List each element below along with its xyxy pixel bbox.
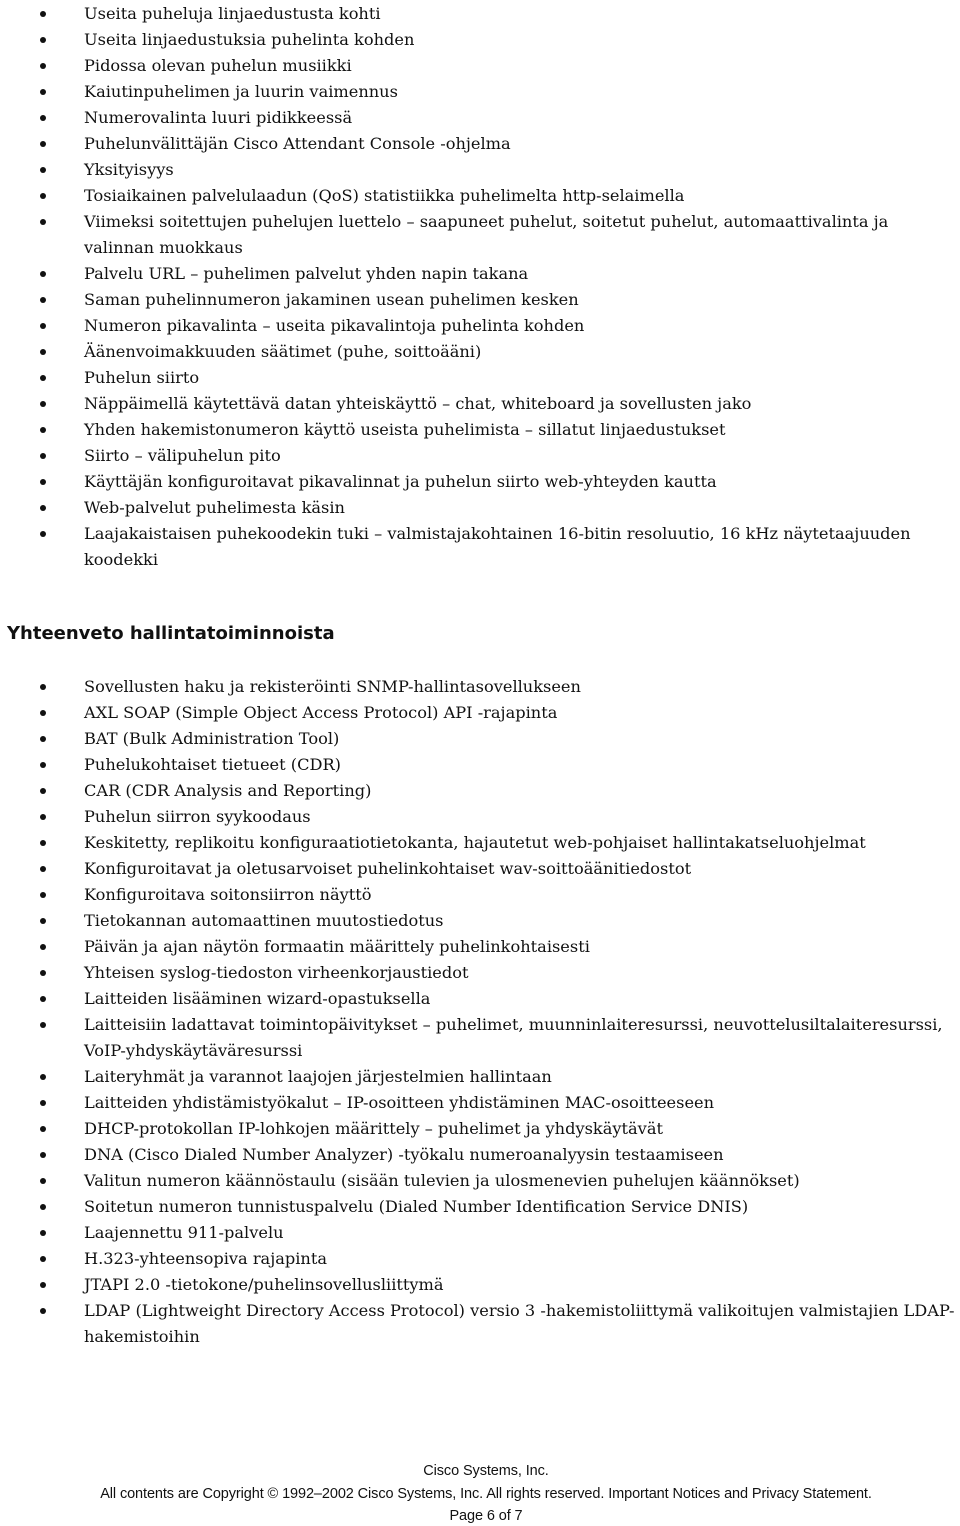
list-item-text: DNA (Cisco Dialed Number Analyzer) -työkalu numeroanalyysin testaamiseen: [84, 1145, 724, 1164]
list-item-text: Saman puhelinnumeron jakaminen usean puhelimen kesken: [84, 290, 579, 309]
list-item-text: Siirto – välipuhelun pito: [84, 446, 281, 465]
list-item: [0, 1220, 960, 1246]
list-item: [0, 53, 960, 79]
list-item-text: Puhelun siirto: [84, 368, 200, 387]
bullet-icon: [40, 788, 46, 794]
list-item: [0, 1298, 960, 1350]
list-item-text: Näppäimellä käytettävä datan yhteiskäyttö – chat, whiteboard ja sovellusten jako: [84, 394, 752, 413]
list-item-text: Konfiguroitava soitonsiirron näyttö: [84, 885, 372, 904]
bullet-icon: [40, 505, 46, 511]
list-item-text: Päivän ja ajan näytön formaatin määrittely puhelinkohtaisesti: [84, 937, 590, 956]
list-item-text: DHCP-protokollan IP-lohkojen määrittely – puhelimet ja yhdyskäytävät: [84, 1119, 663, 1138]
list-item: [0, 391, 960, 417]
list-item: [0, 1090, 960, 1116]
list-item-text: Sovellusten haku ja rekisteröinti SNMP-hallintasovellukseen: [84, 677, 581, 696]
list-item: [0, 495, 960, 521]
bullet-icon: [40, 479, 46, 485]
list-item: [0, 1272, 960, 1298]
list-item: [0, 521, 960, 573]
list-item: [0, 1194, 960, 1220]
list-item-text: Yksityisyys: [84, 160, 174, 179]
list-item: [0, 700, 960, 726]
bullet-icon: [40, 684, 46, 690]
bullet-icon: [40, 944, 46, 950]
bullet-icon: [40, 531, 46, 537]
list-item-text: Konfiguroitavat ja oletusarvoiset puhelinkohtaiset wav-soittoäänitiedostot: [84, 859, 692, 878]
list-item: [0, 726, 960, 752]
list-item-text: Puhelunvälittäjän Cisco Attendant Console -ohjelma: [84, 134, 511, 153]
bullet-icon: [40, 866, 46, 872]
list-item: [0, 1064, 960, 1090]
bullet-icon: [40, 63, 46, 69]
bullet-icon: [40, 1204, 46, 1210]
list-item: [0, 882, 960, 908]
list-item: [0, 209, 960, 261]
list-item-text: Soitetun numeron tunnistuspalvelu (Dialed Number Identification Service DNIS): [84, 1197, 749, 1216]
list-item: [0, 131, 960, 157]
list-item: [0, 1, 960, 27]
list-item: [0, 469, 960, 495]
list-item-text: Yhden hakemistonumeron käyttö useista puhelimista – sillatut linjaedustukset: [84, 420, 726, 439]
list-item-text: Numerovalinta luuri pidikkeessä: [84, 108, 353, 127]
bullet-icon: [40, 141, 46, 147]
list-item: [0, 365, 960, 391]
list-item: [0, 856, 960, 882]
bullet-icon: [40, 89, 46, 95]
list-item: [0, 830, 960, 856]
list-item-text: Kaiutinpuhelimen ja luurin vaimennus: [84, 82, 398, 101]
list-item: [0, 27, 960, 53]
list-item: [0, 960, 960, 986]
bullet-icon: [40, 892, 46, 898]
bullet-icon: [40, 814, 46, 820]
footer-company: Cisco Systems, Inc.: [423, 1463, 549, 1479]
bullet-icon: [40, 167, 46, 173]
bullet-icon: [40, 710, 46, 716]
list-item-text: Useita puheluja linjaedustusta kohti: [84, 4, 381, 23]
list-item-text: Keskitetty, replikoitu konfiguraatiotietokanta, hajautetut web-pohjaiset hallintakatseluohjelmat: [84, 833, 866, 852]
list-item-text: CAR (CDR Analysis and Reporting): [84, 781, 372, 800]
bullet-icon: [40, 271, 46, 277]
list-item-text: Laajakaistaisen puhekoodekin tuki – valmistajakohtainen 16-bitin resoluutio, 16 kHz näytetaajuuden koodekki: [84, 524, 911, 569]
list-item: [0, 1142, 960, 1168]
list-item-text: Puhelun siirron syykoodaus: [84, 807, 311, 826]
list-item-text: Yhteisen syslog-tiedoston virheenkorjaustiedot: [84, 963, 469, 982]
list-item-text: Laiteryhmät ja varannot laajojen järjestelmien hallintaan: [84, 1067, 552, 1086]
list-item: [0, 261, 960, 287]
list-item: [0, 934, 960, 960]
list-item: [0, 1012, 960, 1064]
list-item: [0, 183, 960, 209]
list-item-text: BAT (Bulk Administration Tool): [84, 729, 340, 748]
list-item-text: Laitteiden yhdistämistyökalut – IP-osoitteen yhdistäminen MAC-osoitteeseen: [84, 1093, 715, 1112]
bullet-icon: [40, 1152, 46, 1158]
list-item-text: Valitun numeron käännöstaulu (sisään tulevien ja ulosmenevien puhelujen käännökset): [84, 1171, 800, 1190]
bullet-icon: [40, 11, 46, 17]
list-item: [0, 79, 960, 105]
list-item-text: Tosiaikainen palvelulaadun (QoS) statistiikka puhelimelta http-selaimella: [84, 186, 685, 205]
bullet-icon: [40, 219, 46, 225]
bullet-icon: [40, 453, 46, 459]
list-item-text: Palvelu URL – puhelimen palvelut yhden napin takana: [84, 264, 529, 283]
feature-list: [0, 1, 960, 573]
list-item-text: JTAPI 2.0 -tietokone/puhelinsovellusliittymä: [84, 1275, 444, 1294]
list-item-text: Puhelukohtaiset tietueet (CDR): [84, 755, 341, 774]
list-item-text: Käyttäjän konfiguroitavat pikavalinnat ja puhelun siirto web-yhteyden kautta: [84, 472, 717, 491]
list-item-text: Tietokannan automaattinen muutostiedotus: [84, 911, 444, 930]
list-item: [0, 1168, 960, 1194]
bullet-icon: [40, 1178, 46, 1184]
bullet-icon: [40, 736, 46, 742]
bullet-icon: [40, 1022, 46, 1028]
list-item: [0, 674, 960, 700]
bullet-icon: [40, 323, 46, 329]
bullet-icon: [40, 349, 46, 355]
bullet-icon: [40, 1282, 46, 1288]
list-item-text: LDAP (Lightweight Directory Access Protocol) versio 3 -hakemistoliittymä valikoitujen valmistajien LDAP-hakemistoihin: [84, 1301, 955, 1346]
bullet-icon: [40, 762, 46, 768]
list-item: [0, 105, 960, 131]
list-item-text: Web-palvelut puhelimesta käsin: [84, 498, 345, 517]
list-item-text: Laajennettu 911-palvelu: [84, 1223, 284, 1242]
bullet-icon: [40, 297, 46, 303]
list-item: [0, 1116, 960, 1142]
bullet-icon: [40, 840, 46, 846]
list-item: [0, 752, 960, 778]
bullet-icon: [40, 1100, 46, 1106]
list-item: [0, 339, 960, 365]
section-heading: Yhteenveto hallintatoiminnoista: [7, 623, 335, 644]
bullet-icon: [40, 1256, 46, 1262]
bullet-icon: [40, 996, 46, 1002]
bullet-icon: [40, 115, 46, 121]
bullet-icon: [40, 1230, 46, 1236]
list-item: [0, 1246, 960, 1272]
bullet-icon: [40, 1074, 46, 1080]
bullet-icon: [40, 970, 46, 976]
list-item-text: Laitteiden lisääminen wizard-opastuksella: [84, 989, 431, 1008]
bullet-icon: [40, 37, 46, 43]
list-item-text: Useita linjaedustuksia puhelinta kohden: [84, 30, 415, 49]
bullet-icon: [40, 401, 46, 407]
list-item: [0, 157, 960, 183]
list-item-text: Viimeksi soitettujen puhelujen luettelo – saapuneet puhelut, soitetut puhelut, automaattivalinta ja valinnan muokkaus: [84, 212, 889, 257]
footer-copyright: All contents are Copyright © 1992–2002 Cisco Systems, Inc. All rights reserved. Important Notices and Privacy Statement.: [100, 1486, 872, 1502]
list-item-text: Numeron pikavalinta – useita pikavalintoja puhelinta kohden: [84, 316, 585, 335]
list-item-text: Pidossa olevan puhelun musiikki: [84, 56, 352, 75]
bullet-icon: [40, 1308, 46, 1314]
list-item: [0, 986, 960, 1012]
bullet-icon: [40, 375, 46, 381]
list-item: [0, 908, 960, 934]
bullet-icon: [40, 918, 46, 924]
list-item-text: H.323-yhteensopiva rajapinta: [84, 1249, 328, 1268]
list-item: [0, 313, 960, 339]
admin-feature-list: [0, 674, 960, 1350]
bullet-icon: [40, 1126, 46, 1132]
list-item: [0, 287, 960, 313]
list-item-text: Äänenvoimakkuuden säätimet (puhe, soittoääni): [84, 342, 482, 361]
list-item-text: AXL SOAP (Simple Object Access Protocol) API -rajapinta: [84, 703, 558, 722]
list-item: [0, 443, 960, 469]
list-item: [0, 804, 960, 830]
footer-page-number: Page 6 of 7: [449, 1508, 523, 1524]
list-item-text: Laitteisiin ladattavat toimintopäivitykset – puhelimet, muunninlaiteresurssi, neuvottelusiltalaiteresurssi, VoIP-yhdyskäytäväresurssi: [84, 1015, 943, 1060]
list-item: [0, 778, 960, 804]
bullet-icon: [40, 427, 46, 433]
bullet-icon: [40, 193, 46, 199]
list-item: [0, 417, 960, 443]
